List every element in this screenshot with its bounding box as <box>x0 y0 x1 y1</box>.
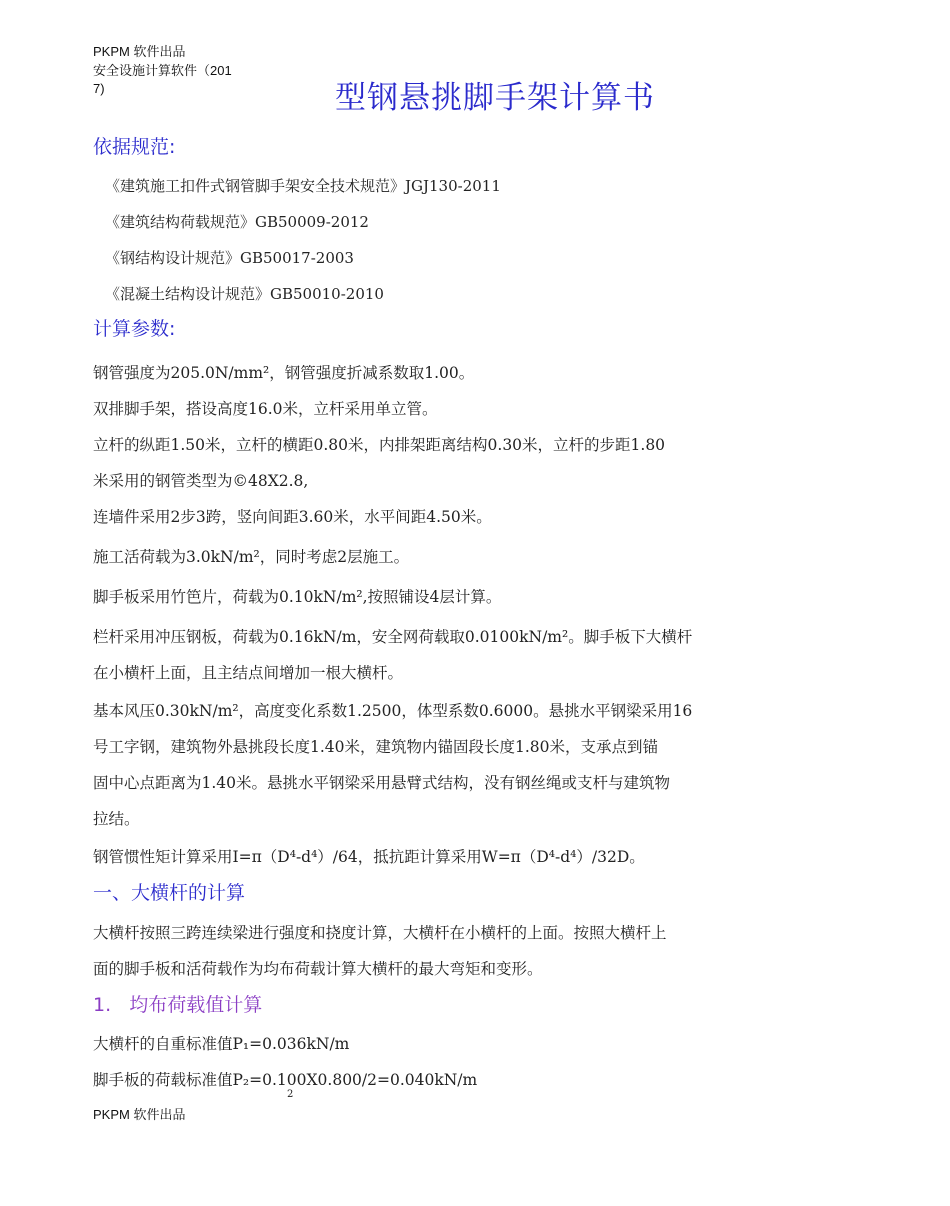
page-title: 型钢悬挑脚手架计算书 <box>335 80 655 116</box>
header-software-line2: 7) <box>93 81 105 96</box>
header-publisher: PKPM 软件出品 <box>93 44 186 59</box>
basis-item: 《钢结构设计规范》GB50017-2003 <box>105 249 354 267</box>
section1-intro-line2: 面的脚手板和活荷载作为均布荷载计算大横杆的最大弯矩和变形。 <box>93 960 543 978</box>
basis-heading: 依据规范: <box>93 136 176 158</box>
param-railing-line1: 栏杆采用冲压钢板，荷载为0.16kN/m，安全网荷载取0.0100kN/m²。脚手板下大横杆 <box>93 628 693 646</box>
section1-intro-line1: 大横杆按照三跨连续梁进行强度和挠度计算，大横杆在小横杆的上面。按照大横杆上 <box>93 924 667 942</box>
basis-item: 《建筑结构荷载规范》GB50009-2012 <box>105 213 369 231</box>
param-moment-of-inertia: 钢管惯性矩计算采用I=π（D⁴-d⁴）/64，抵抗距计算采用W=π（D⁴-d⁴）/32D。 <box>93 848 645 866</box>
basis-item: 《建筑施工扣件式钢管脚手架安全技术规范》JGJ130-2011 <box>105 177 501 195</box>
header-software-line1: 安全设施计算软件（201 <box>93 63 232 78</box>
param-wind-line4: 拉结。 <box>93 810 140 828</box>
param-wind-line3: 固中心点距离为1.40米。悬挑水平钢梁采用悬臂式结构，没有钢丝绳或支杆与建筑物 <box>93 774 671 792</box>
param-pole-spacing-line1: 立杆的纵距1.50米，立杆的横距0.80米，内排架距离结构0.30米，立杆的步距1.80 <box>93 436 666 454</box>
params-heading: 计算参数: <box>93 318 176 340</box>
section1-heading: 一、大横杆的计算 <box>93 882 246 904</box>
param-live-load: 施工活荷载为3.0kN/m²，同时考虑2层施工。 <box>93 548 410 566</box>
param-scaffold-height: 双排脚手架，搭设高度16.0米，立杆采用单立管。 <box>93 400 438 418</box>
param-wind-line2: 号工字钢，建筑物外悬挑段长度1.40米，建筑物内锚固段长度1.80米，支承点到锚 <box>93 738 659 756</box>
param-wind-line1: 基本风压0.30kN/m²，高度变化系数1.2500，体型系数0.6000。悬挑水平钢梁采用16 <box>93 702 693 720</box>
param-railing-line2: 在小横杆上面，且主结点间增加一根大横杆。 <box>93 664 404 682</box>
param-steel-strength: 钢管强度为205.0N/mm²，钢管强度折减系数取1.00。 <box>93 364 475 382</box>
basis-item: 《混凝土结构设计规范》GB50010-2010 <box>105 285 384 303</box>
param-wall-ties: 连墙件采用2步3跨，竖向间距3.60米，水平间距4.50米。 <box>93 508 492 526</box>
self-weight-line: 大横杆的自重标准值P₁=0.036kN/m <box>93 1035 350 1053</box>
footer-publisher: PKPM 软件出品 <box>93 1107 186 1122</box>
param-pole-spacing-line2: 米采用的钢管类型为©48X2.8, <box>93 472 309 490</box>
board-load-line: 脚手板的荷载标准值P₂=0.100X0.800/2=0.040kN/m <box>93 1071 478 1089</box>
param-scaffold-board: 脚手板采用竹笆片，荷载为0.10kN/m²,按照铺设4层计算。 <box>93 588 502 606</box>
equation-note: 2 <box>287 1089 294 1100</box>
section1-subheading: 1. 均布荷载值计算 <box>93 994 263 1016</box>
